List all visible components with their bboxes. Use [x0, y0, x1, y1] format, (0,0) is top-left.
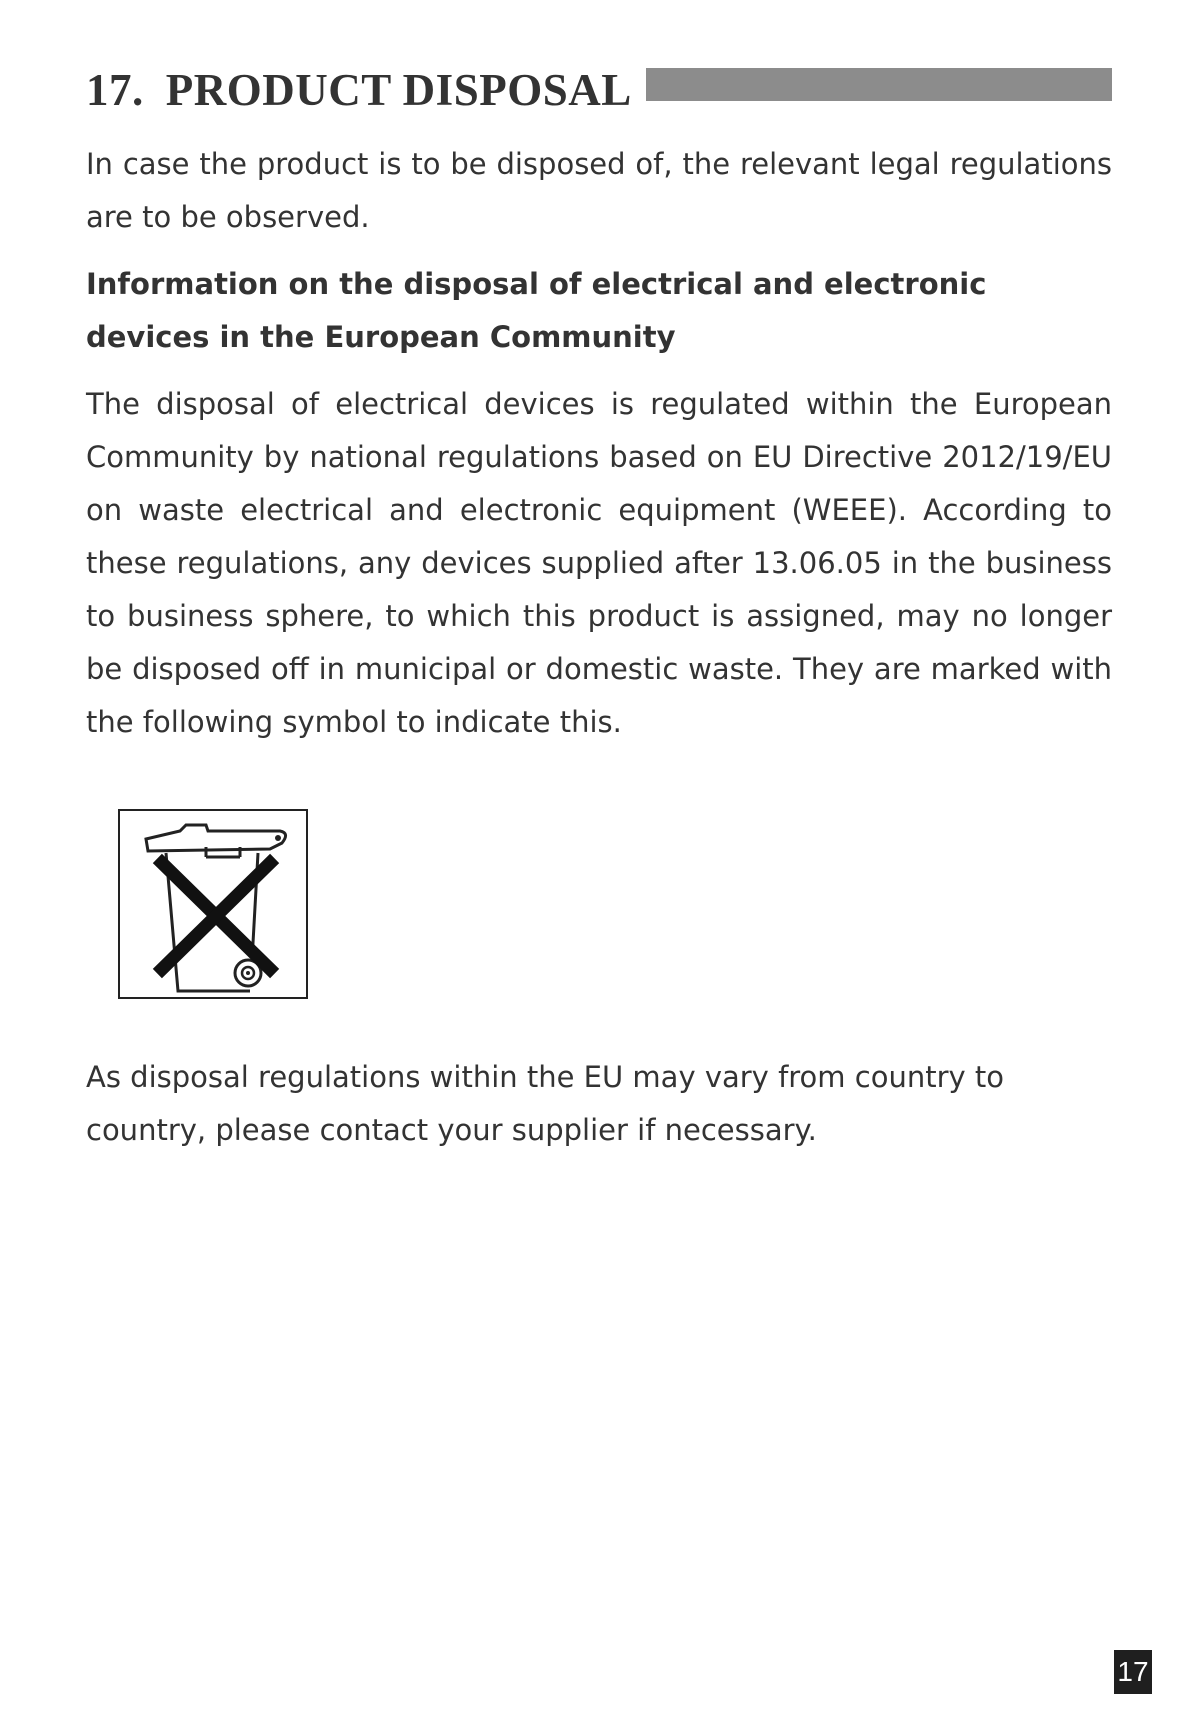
section-heading	[86, 64, 632, 116]
intro-paragraph: In case the product is to be disposed of, the relevant legal regulations are to be observed.	[86, 147, 1112, 234]
heading-decorative-bar	[646, 68, 1112, 101]
section-heading-row	[86, 64, 1112, 116]
subheading: Information on the disposal of electrical and electronic devices in the European Community	[86, 267, 987, 354]
crossed-out-wheelie-bin-icon	[120, 811, 306, 997]
closing-paragraph: As disposal regulations within the EU may vary from country to country, please contact your supplier if necessary.	[86, 1060, 1005, 1147]
page-content	[86, 64, 1112, 1157]
body-paragraph: The disposal of electrical devices is regulated within the European Community by national regulations based on EU Directive 2012/19/EU on waste electrical and electronic equipment (WEEE). According to these regulations, any devices supplied after 13.06.05 in the business to business sphere, to which this product is assigned, may no longer be disposed off in municipal or domestic waste. They are marked with the following symbol to indicate this.	[86, 387, 1112, 739]
weee-symbol	[118, 809, 308, 999]
section-title: PRODUCT DISPOSAL	[165, 65, 632, 115]
page-number: 17	[1114, 1650, 1152, 1694]
section-number: 17.	[86, 65, 144, 115]
